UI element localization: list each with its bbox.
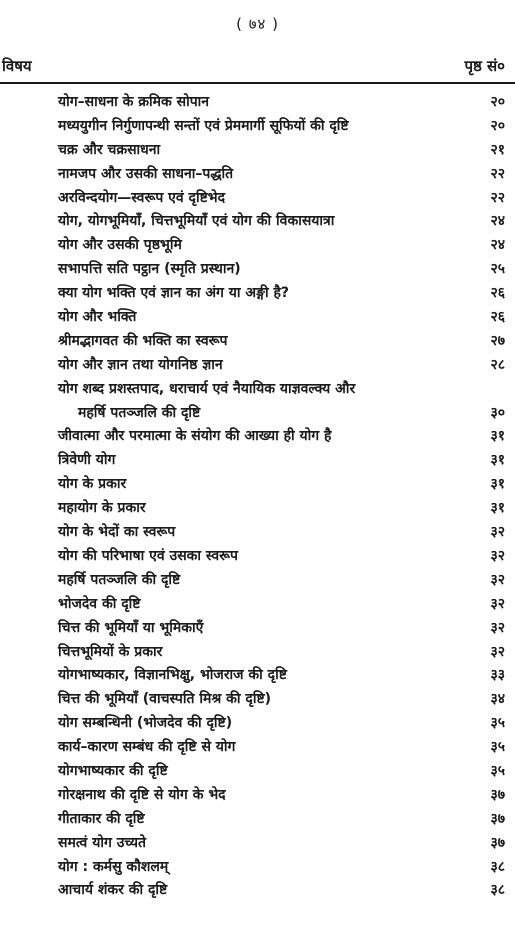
page-no-heading: पृष्ठ सं० bbox=[464, 57, 505, 75]
page-number: ( ७४ ) bbox=[236, 15, 279, 33]
toc-entry-page: २४ bbox=[490, 213, 505, 230]
toc-entry-title: क्या योग भक्ति एवं ज्ञान का अंग या अङ्गी है? bbox=[58, 285, 290, 302]
toc-entry bbox=[0, 736, 515, 760]
toc-entry bbox=[0, 115, 515, 139]
toc-entry-page: २१ bbox=[490, 141, 505, 158]
toc-entry bbox=[0, 210, 515, 234]
toc-entry-page: ३२ bbox=[490, 524, 505, 541]
toc-entry bbox=[0, 688, 515, 712]
toc-entry bbox=[0, 712, 515, 736]
toc-entry-page: ३२ bbox=[490, 571, 505, 588]
toc-entry-title: भोजदेव की दृष्टि bbox=[58, 595, 141, 612]
toc-entry-page: ३५ bbox=[490, 739, 505, 756]
toc-entry-title: योगभाष्यकार की दृष्टि bbox=[58, 762, 168, 779]
toc-entry bbox=[0, 330, 515, 354]
toc-entry bbox=[0, 449, 515, 473]
toc-entry bbox=[0, 139, 515, 163]
toc-entry bbox=[0, 879, 515, 903]
toc-entry-page: २२ bbox=[490, 165, 505, 182]
toc-entry-title: योग, योगभूमियाँ, चित्तभूमियाँ एवं योग की विकासयात्रा bbox=[58, 213, 335, 230]
toc-entry bbox=[0, 425, 515, 449]
toc-entry-page: ३१ bbox=[490, 500, 505, 517]
toc-entry-title: योग और भक्ति bbox=[58, 309, 137, 326]
toc-entry-title: कार्य–कारण सम्बंध की दृष्टि से योग bbox=[58, 739, 236, 756]
toc-entry bbox=[0, 617, 515, 641]
toc-entry-title: गीताकार की दृष्टि bbox=[58, 810, 145, 827]
toc-entry-page: २६ bbox=[490, 285, 505, 302]
toc-entry-title-line2: महर्षि पतञ्जलि की दृष्टि bbox=[78, 404, 201, 421]
toc-entry-page: ३१ bbox=[490, 452, 505, 469]
toc-entry bbox=[0, 378, 515, 426]
toc-entry bbox=[0, 258, 515, 282]
toc-entry-page: ३७ bbox=[490, 810, 505, 827]
toc-entry-title: गोरक्षनाथ की दृष्टि से योग के भेद bbox=[58, 786, 226, 803]
toc-entry bbox=[0, 569, 515, 593]
toc-entry bbox=[0, 282, 515, 306]
toc-entry-page: ३२ bbox=[490, 643, 505, 660]
toc-entry bbox=[0, 784, 515, 808]
toc-entry-title: योग सम्बन्धिनी (भोजदेव की दृष्टि) bbox=[58, 715, 233, 732]
toc-entry-title: चित्त की भूमियाँ या भूमिकाएँ bbox=[58, 619, 204, 636]
toc-entry-title: जीवात्मा और परमात्मा के संयोग की आख्या ही योग है bbox=[58, 428, 332, 445]
toc-entry bbox=[0, 641, 515, 665]
toc-entry-page: ३० bbox=[490, 404, 505, 421]
toc-header bbox=[2, 56, 505, 76]
toc-entry-title: मध्ययुगीन निर्गुणापन्थी सन्तों एवं प्रेममार्गी सूफियों की दृष्टि bbox=[58, 117, 349, 134]
toc-entry bbox=[0, 497, 515, 521]
subject-heading: विषय bbox=[2, 57, 32, 75]
toc-entry bbox=[0, 808, 515, 832]
toc-entry-title: आचार्य शंकर की दृष्टि bbox=[58, 882, 168, 899]
toc-entry-page: ३१ bbox=[490, 428, 505, 445]
toc-entry-title: सभापत्ति सति पट्ठान (स्मृति प्रस्थान) bbox=[58, 261, 241, 278]
toc-entry-title: योगभाष्यकार, विज्ञानभिक्षु, भोजराज की दृष्टि bbox=[58, 667, 287, 684]
toc-entry bbox=[0, 760, 515, 784]
toc-entry bbox=[0, 664, 515, 688]
toc-entry-page: ३२ bbox=[490, 547, 505, 564]
toc-entries bbox=[0, 91, 515, 903]
toc-entry-page: ३५ bbox=[490, 715, 505, 732]
toc-entry-title: समत्वं योग उच्यते bbox=[58, 834, 147, 851]
toc-entry bbox=[0, 187, 515, 211]
toc-entry-title: चित्तभूमियों के प्रकार bbox=[58, 643, 163, 660]
toc-entry-title: नामजप और उसकी साधना–पद्धति bbox=[58, 165, 234, 182]
toc-entry bbox=[0, 234, 515, 258]
toc-entry-title: योग : कर्मसु कौशलम् bbox=[58, 858, 169, 875]
toc-entry-title bbox=[58, 378, 433, 426]
toc-entry-title: महायोग के प्रकार bbox=[58, 500, 146, 517]
toc-entry-title: अरविन्दयोग—स्वरूप एवं दृष्टिभेद bbox=[58, 189, 226, 206]
toc-entry-page: ३७ bbox=[490, 834, 505, 851]
toc-entry bbox=[0, 832, 515, 856]
toc-entry bbox=[0, 354, 515, 378]
toc-entry-title: महर्षि पतञ्जलि की दृष्टि bbox=[58, 571, 181, 588]
toc-entry-page: ३८ bbox=[490, 882, 505, 899]
toc-entry-title-line1: योग शब्द प्रशस्तपाद, धराचार्य एवं नैयायिक याज्ञवल्क्य और bbox=[58, 380, 356, 397]
toc-entry-title: योग और उसकी पृष्ठभूमि bbox=[58, 237, 182, 254]
toc-entry-page: २७ bbox=[490, 332, 505, 349]
toc-entry-page: २० bbox=[490, 94, 505, 110]
toc-entry-page: २० bbox=[490, 117, 505, 134]
header-divider bbox=[0, 82, 515, 84]
toc-entry-page: ३२ bbox=[490, 595, 505, 612]
toc-entry bbox=[0, 306, 515, 330]
toc-entry bbox=[0, 856, 515, 880]
toc-entry-title: योग के भेदों का स्वरूप bbox=[58, 524, 176, 541]
toc-entry bbox=[0, 593, 515, 617]
toc-entry-title: चित्त की भूमियाँ (वाचस्पति मिश्र की दृष्टि) bbox=[58, 691, 272, 708]
toc-entry-page: ३४ bbox=[490, 691, 505, 708]
toc-entry bbox=[0, 473, 515, 497]
toc-entry-page: ३२ bbox=[490, 619, 505, 636]
toc-entry-page: २६ bbox=[490, 309, 505, 326]
toc-entry bbox=[0, 163, 515, 187]
toc-entry-page: ३१ bbox=[490, 476, 505, 493]
toc-entry-page: २२ bbox=[490, 189, 505, 206]
toc-entry bbox=[0, 545, 515, 569]
toc-entry-title: योग की परिभाषा एवं उसका स्वरूप bbox=[58, 547, 238, 564]
toc-entry bbox=[0, 521, 515, 545]
toc-entry-page: २८ bbox=[490, 356, 505, 373]
toc-entry-title: त्रिवेणी योग bbox=[58, 452, 116, 469]
toc-entry-title: योग और ज्ञान तथा योगनिष्ठ ज्ञान bbox=[58, 356, 223, 373]
toc-entry-page: ३३ bbox=[490, 667, 505, 684]
toc-entry-title: योग–साधना के क्रमिक सोपान bbox=[58, 94, 210, 110]
toc-entry bbox=[0, 91, 515, 115]
toc-entry-title: योग के प्रकार bbox=[58, 476, 127, 493]
toc-entry-title: श्रीमद्भागवत की भक्ति का स्वरूप bbox=[58, 332, 228, 349]
toc-entry-page: २५ bbox=[490, 261, 505, 278]
toc-entry-page: ३७ bbox=[490, 786, 505, 803]
toc-entry-page: ३८ bbox=[490, 858, 505, 875]
toc-entry-title: चक्र और चक्रसाधना bbox=[58, 141, 161, 158]
toc-entry-page: २४ bbox=[490, 237, 505, 254]
toc-entry-page: ३५ bbox=[490, 762, 505, 779]
